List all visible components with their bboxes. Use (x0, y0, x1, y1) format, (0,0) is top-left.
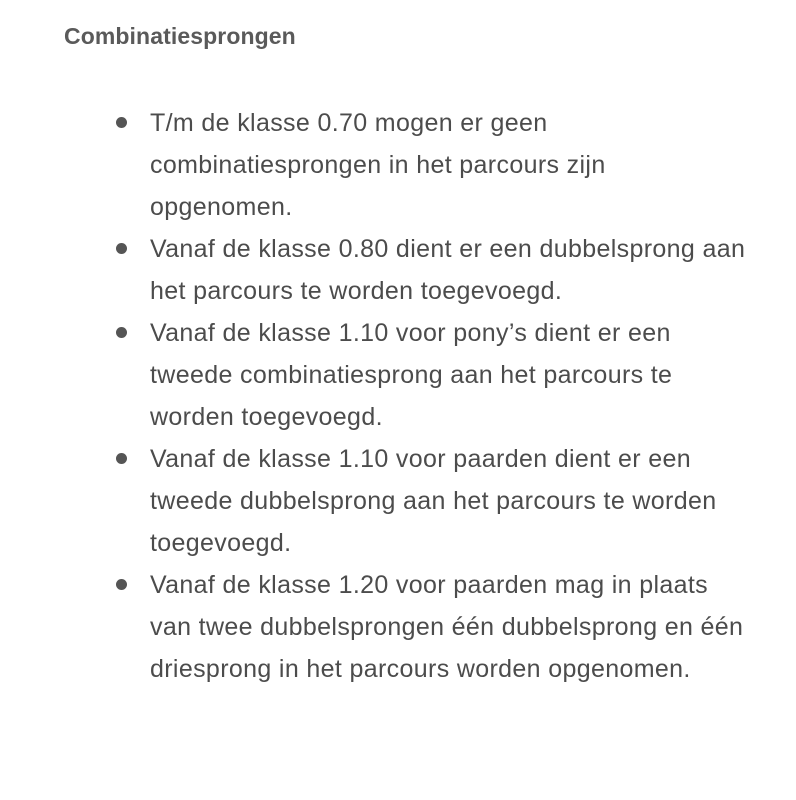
bullet-icon (116, 327, 127, 338)
list-item (0, 102, 796, 228)
rules-list (0, 102, 796, 690)
bullet-icon (116, 243, 127, 254)
list-item (0, 564, 796, 690)
list-item (0, 228, 796, 312)
list-item-text: Vanaf de klasse 1.10 voor pony’s dient er een tweede combinatiesprong aan het parcours te worden toegevoegd. (150, 319, 673, 431)
bullet-icon (116, 579, 127, 590)
list-item-text: Vanaf de klasse 1.10 voor paarden dient er een tweede dubbelsprong aan het parcours te worden toegevoegd. (150, 445, 717, 557)
bullet-icon (116, 117, 127, 128)
bullet-icon (116, 453, 127, 464)
list-item (0, 438, 796, 564)
list-item (0, 312, 796, 438)
list-item-text: Vanaf de klasse 1.20 voor paarden mag in plaats van twee dubbelsprongen één dubbelsprong en één driesprong in het parcours worden opgenomen. (150, 571, 744, 683)
section-heading: Combinatiesprongen (64, 23, 296, 49)
list-item-text: Vanaf de klasse 0.80 dient er een dubbelsprong aan het parcours te worden toegevoegd. (150, 235, 746, 305)
list-item-text: T/m de klasse 0.70 mogen er geen combinatiesprongen in het parcours zijn opgenomen. (150, 109, 606, 221)
